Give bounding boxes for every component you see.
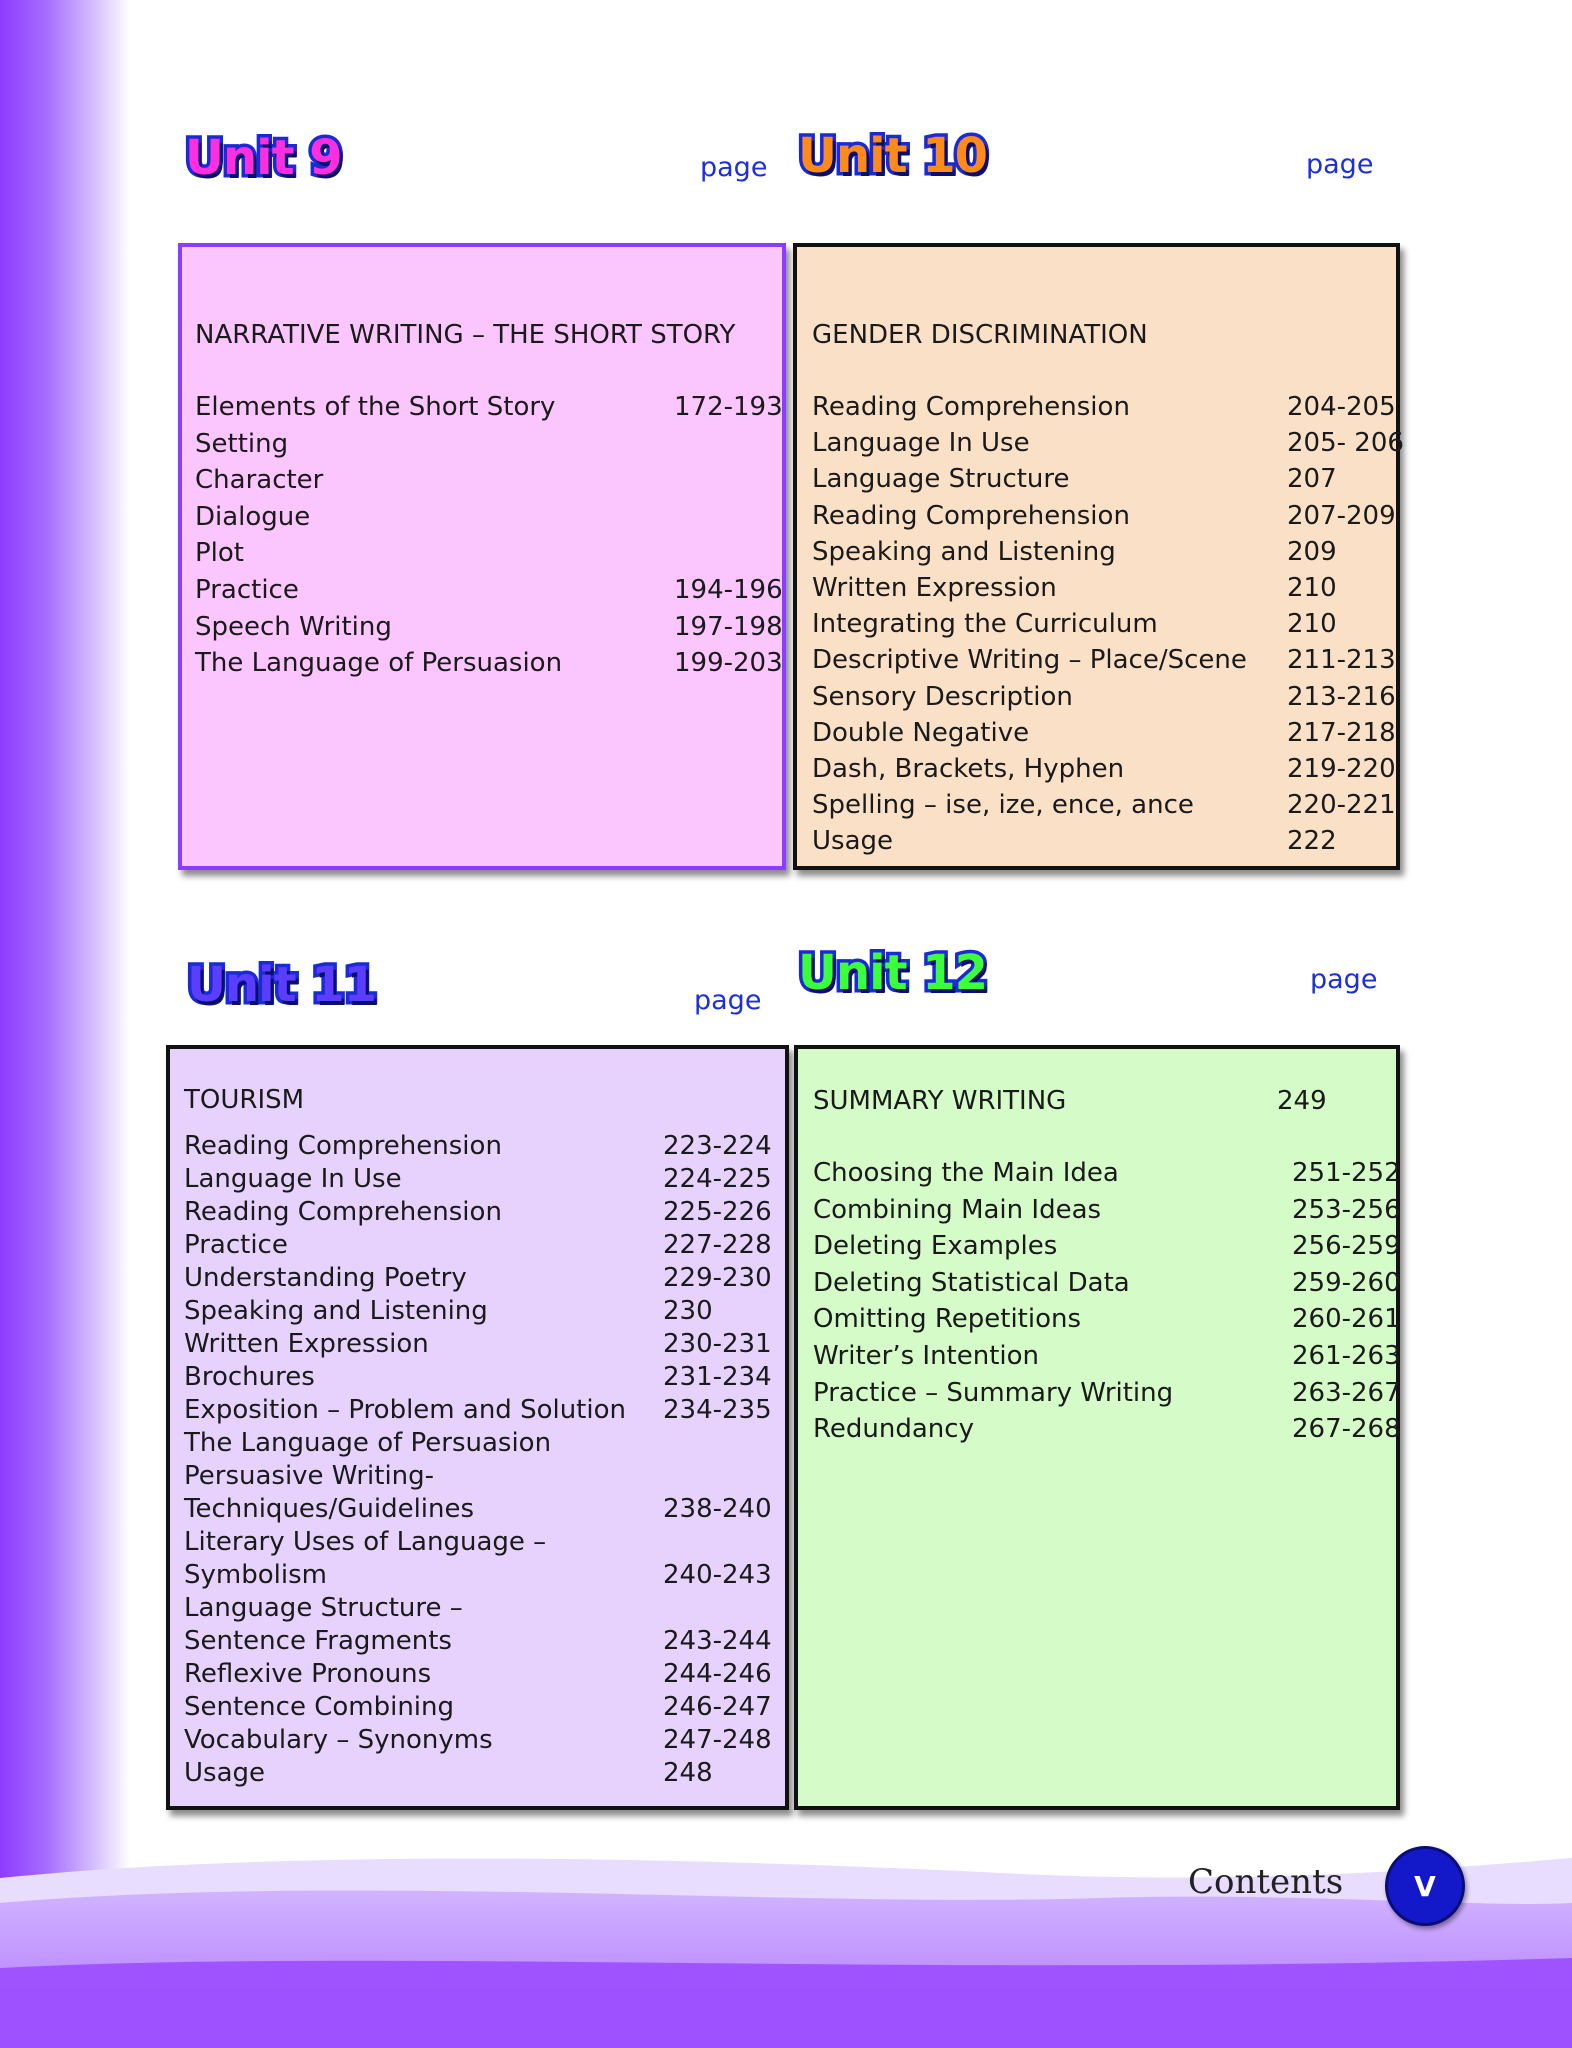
unit-9-title: NARRATIVE WRITING – THE SHORT STORY bbox=[195, 320, 736, 350]
toc-entry-topic: Speaking and Listening bbox=[184, 1296, 488, 1326]
toc-entry-topic: Sentence Combining bbox=[184, 1692, 455, 1722]
toc-entry-topic: Spelling – ise, ize, ence, ance bbox=[812, 790, 1194, 821]
toc-entry-topic: Deleting Statistical Data bbox=[813, 1267, 1130, 1298]
toc-entry-topic: Omitting Repetitions bbox=[813, 1304, 1082, 1335]
toc-entry-pages: 219-220 bbox=[1287, 754, 1396, 784]
toc-entry-pages: 213-216 bbox=[1287, 681, 1396, 712]
toc-entry-topic: Written Expression bbox=[812, 573, 1057, 603]
unit-12-box bbox=[794, 1045, 1400, 1810]
toc-entry-pages: 197-198 bbox=[674, 611, 783, 642]
toc-entry-pages: 225-226 bbox=[663, 1197, 772, 1227]
toc-entry-pages: 244-246 bbox=[663, 1659, 772, 1689]
toc-entry-pages: 210 bbox=[1287, 609, 1337, 640]
toc-entry-pages: 224-225 bbox=[663, 1164, 772, 1194]
toc-entry-pages: 199-203 bbox=[674, 648, 783, 679]
unit-10-title: GENDER DISCRIMINATION bbox=[812, 320, 1148, 350]
toc-entry-topic: Symbolism bbox=[184, 1560, 327, 1590]
toc-entry-pages: 227-228 bbox=[663, 1230, 772, 1260]
unit-11-box bbox=[166, 1045, 789, 1810]
toc-entry-topic: Language Structure bbox=[812, 464, 1070, 495]
toc-entry-pages: 210 bbox=[1287, 573, 1337, 603]
toc-entry-topic: Writer’s Intention bbox=[813, 1341, 1040, 1371]
toc-entry-topic: Language Structure – bbox=[184, 1593, 463, 1623]
toc-entry-topic: Redundancy bbox=[813, 1414, 974, 1445]
toc-entry-pages: 240-243 bbox=[663, 1560, 772, 1590]
toc-entry-topic: Choosing the Main Idea bbox=[813, 1158, 1119, 1188]
toc-entry-pages: 223-224 bbox=[663, 1131, 772, 1161]
toc-entry-topic: Understanding Poetry bbox=[184, 1263, 467, 1293]
toc-entry-topic: Dialogue bbox=[195, 501, 311, 532]
toc-entry-pages: 256-259 bbox=[1292, 1231, 1401, 1262]
toc-entry-topic: Practice – Summary Writing bbox=[813, 1377, 1174, 1408]
toc-entry-topic: Practice bbox=[195, 575, 299, 605]
unit-10-heading: Unit 10 bbox=[798, 128, 988, 184]
toc-entry-pages: 253-256 bbox=[1292, 1194, 1401, 1225]
toc-entry-pages: 259-260 bbox=[1292, 1267, 1401, 1298]
toc-entry-pages: 261-263 bbox=[1292, 1341, 1401, 1371]
side-gradient-bar bbox=[0, 0, 130, 2048]
toc-entry-topic: Reading Comprehension bbox=[184, 1197, 502, 1227]
toc-entry-pages: 230 bbox=[663, 1296, 713, 1326]
toc-entry-topic: Practice bbox=[184, 1230, 288, 1260]
toc-entry-topic: Persuasive Writing- bbox=[184, 1461, 435, 1491]
unit-9-box bbox=[178, 243, 786, 870]
toc-entry-pages: 263-267 bbox=[1292, 1377, 1401, 1408]
toc-entry-pages: 207-209 bbox=[1287, 500, 1396, 531]
toc-entry-pages: 231-234 bbox=[663, 1362, 772, 1392]
toc-entry-topic: Brochures bbox=[184, 1362, 315, 1392]
toc-entry-topic: Reflexive Pronouns bbox=[184, 1659, 432, 1689]
toc-entry-pages: 207 bbox=[1287, 464, 1337, 495]
toc-entry-topic: Sentence Fragments bbox=[184, 1626, 452, 1656]
toc-entry-topic: Character bbox=[195, 465, 324, 496]
unit-10-page-label: page bbox=[1306, 149, 1374, 180]
toc-entry-topic: The Language of Persuasion bbox=[195, 648, 563, 679]
toc-entry-pages: 204-205 bbox=[1287, 392, 1396, 422]
toc-entry-pages: 243-244 bbox=[663, 1626, 772, 1656]
unit-12-heading: Unit 12 bbox=[798, 945, 988, 1001]
toc-entry-topic: Written Expression bbox=[184, 1329, 429, 1359]
toc-entry-topic: Usage bbox=[812, 826, 894, 857]
footer-contents-label: Contents bbox=[1188, 1862, 1344, 1902]
toc-entry-topic: Sensory Description bbox=[812, 681, 1073, 712]
toc-entry-topic: Descriptive Writing – Place/Scene bbox=[812, 645, 1247, 676]
toc-entry-pages: 260-261 bbox=[1292, 1304, 1401, 1335]
toc-entry-topic: Setting bbox=[195, 428, 289, 459]
toc-entry-topic: The Language of Persuasion bbox=[184, 1428, 552, 1458]
unit-10-box bbox=[793, 243, 1404, 870]
unit-12-title-pages: 249 bbox=[1277, 1086, 1327, 1116]
toc-entry-pages: 238-240 bbox=[663, 1494, 772, 1524]
page-number-badge: V bbox=[1385, 1846, 1465, 1926]
toc-entry-pages: 234-235 bbox=[663, 1395, 772, 1425]
toc-entry-pages: 247-248 bbox=[663, 1725, 772, 1755]
toc-entry-pages: 251-252 bbox=[1292, 1158, 1401, 1188]
toc-entry-topic: Language In Use bbox=[812, 428, 1030, 459]
toc-entry-topic: Elements of the Short Story bbox=[195, 392, 556, 422]
unit-11-title: TOURISM bbox=[184, 1085, 305, 1115]
toc-entry-topic: Integrating the Curriculum bbox=[812, 609, 1158, 640]
unit-11-page-label: page bbox=[694, 985, 762, 1016]
toc-entry-pages: 194-196 bbox=[674, 575, 783, 605]
toc-entry-pages: 217-218 bbox=[1287, 717, 1396, 748]
toc-entry-topic: Plot bbox=[195, 538, 245, 569]
toc-entry-topic: Literary Uses of Language – bbox=[184, 1527, 547, 1557]
unit-9-heading: Unit 9 bbox=[185, 130, 342, 186]
toc-entry-topic: Dash, Brackets, Hyphen bbox=[812, 754, 1125, 784]
toc-entry-topic: Vocabulary – Synonyms bbox=[184, 1725, 493, 1755]
toc-entry-pages: 172-193 bbox=[674, 392, 783, 422]
toc-entry-pages: 229-230 bbox=[663, 1263, 772, 1293]
toc-entry-pages: 222 bbox=[1287, 826, 1337, 857]
unit-12-title: SUMMARY WRITING bbox=[813, 1086, 1067, 1116]
toc-entry-pages: 267-268 bbox=[1292, 1414, 1401, 1445]
toc-entry-pages: 205- 206 bbox=[1287, 428, 1404, 459]
toc-entry-pages: 246-247 bbox=[663, 1692, 772, 1722]
toc-entry-pages: 230-231 bbox=[663, 1329, 772, 1359]
unit-12-page-label: page bbox=[1310, 964, 1378, 995]
toc-entry-pages: 211-213 bbox=[1287, 645, 1396, 676]
toc-entry-topic: Speech Writing bbox=[195, 611, 392, 642]
toc-entry-topic: Combining Main Ideas bbox=[813, 1194, 1102, 1225]
toc-entry-topic: Double Negative bbox=[812, 717, 1030, 748]
toc-entry-pages: 209 bbox=[1287, 536, 1337, 567]
unit-9-page-label: page bbox=[700, 152, 768, 183]
toc-entry-topic: Speaking and Listening bbox=[812, 536, 1116, 567]
unit-11-heading: Unit 11 bbox=[187, 957, 377, 1013]
toc-entry-topic: Reading Comprehension bbox=[812, 392, 1130, 422]
toc-entry-topic: Language In Use bbox=[184, 1164, 402, 1194]
toc-entry-pages: 220-221 bbox=[1287, 790, 1396, 821]
toc-entry-topic: Exposition – Problem and Solution bbox=[184, 1395, 626, 1425]
toc-entry-topic: Reading Comprehension bbox=[184, 1131, 502, 1161]
toc-entry-topic: Techniques/Guidelines bbox=[184, 1494, 475, 1524]
toc-entry-topic: Usage bbox=[184, 1758, 266, 1788]
toc-entry-topic: Reading Comprehension bbox=[812, 500, 1130, 531]
toc-entry-pages: 248 bbox=[663, 1758, 713, 1788]
toc-entry-topic: Deleting Examples bbox=[813, 1231, 1058, 1262]
